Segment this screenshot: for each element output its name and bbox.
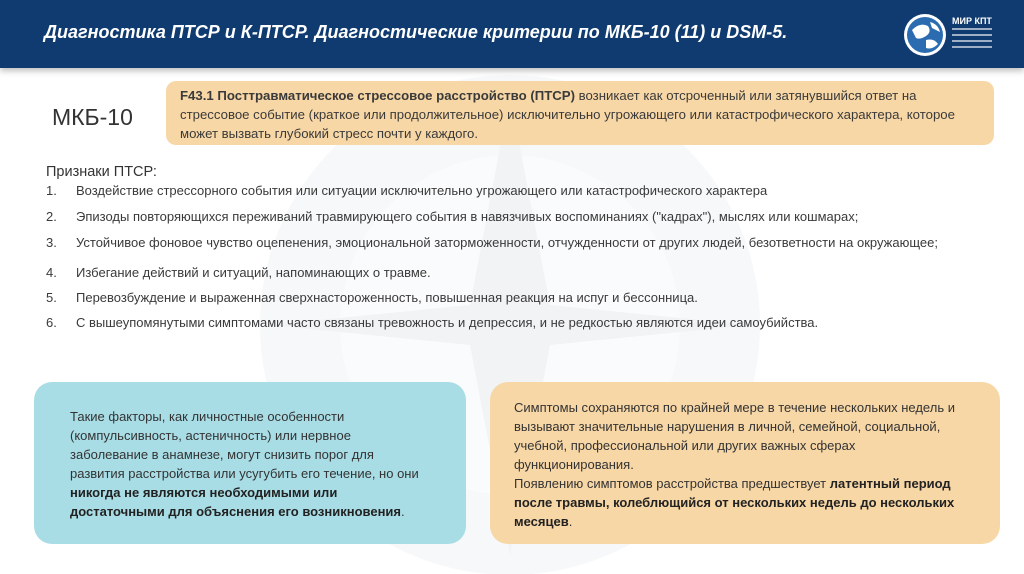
list-item: 6. С вышеупомянутыми симптомами часто связаны тревожность и депрессия, и не редкостью являются идеи самоубийства. xyxy=(46,315,819,330)
latent-period-text: Появлению симптомов расстройства предшествует латентный период после травмы, колеблющийся от нескольких недель до нескольких месяцев. xyxy=(514,476,955,529)
risk-factors-text: Такие факторы, как личностные особенности (компульсивность, астеничность) или нервное заболевание в анамнезе, могут снизить порог для развития расстройства или усугубить его течение, но они xyxy=(70,409,419,481)
signs-list xyxy=(46,181,986,332)
globe-icon xyxy=(902,12,948,58)
risk-factors-bold: никогда не являются необходимыми или достаточными для объяснения его возникновения xyxy=(70,485,402,519)
list-item: 4. Избегание действий и ситуаций, напоминающих о травме. xyxy=(46,265,431,280)
symptoms-duration-text: Симптомы сохраняются по крайней мере в течение нескольких недель и вызывают значительные нарушения в личной, семейной, социальной, учебной, профессиональной или других важных сферах функционирования. xyxy=(514,400,955,472)
list-item: 1. Воздействие стрессорного события или ситуации исключительно угрожающего или катастрофического характера xyxy=(46,183,768,198)
latent-period-bold: латентный период после травмы, колеблющийся от нескольких недель до нескольких месяцев xyxy=(514,476,955,529)
list-item: 2. Эпизоды повторяющихся переживаний травмирующего события в навязчивых воспоминаниях ("кадрах"), мыслях или кошмарах; xyxy=(46,209,859,224)
definition-title: F43.1 Посттравматическое стрессовое расстройство (ПТСР) xyxy=(180,88,575,103)
logo xyxy=(902,12,1012,58)
icd-definition-box xyxy=(166,81,994,145)
slide-title: Диагностика ПТСР и К-ПТСР. Диагностические критерии по МКБ-10 (11) и DSM-5. xyxy=(44,22,788,42)
list-item: 3. Устойчивое фоновое чувство оцепенения, эмоциональной заторможенности, отчужденности от других людей, безответности на окружающее; xyxy=(46,235,938,250)
symptoms-duration-box xyxy=(490,382,1000,544)
signs-title: Признаки ПТСР: xyxy=(46,164,157,180)
logo-name: МИР КПТ xyxy=(952,16,992,26)
definition-text: возникает как отсроченный или затянувшийся ответ на стрессовое событие (краткое или продолжительное) исключительно угрожающего или катастрофического характера, которое может вызвать глубокий стресс почти у каждого. xyxy=(180,88,955,141)
risk-factors-box: Такие факторы, как личностные особенности (компульсивность, астеничность) или нервное заболевание в анамнезе, могут снизить порог для развития расстройства или усугубить его течение, но они никогда не являются необходимыми или достаточными для объяснения его возникновения. xyxy=(34,382,466,544)
icd-label: МКБ-10 xyxy=(52,104,133,130)
logo-subtitle-lines xyxy=(952,28,992,52)
list-item: 5. Перевозбуждение и выраженная сверхнастороженность, повышенная реакция на испуг и бессонница. xyxy=(46,290,698,305)
